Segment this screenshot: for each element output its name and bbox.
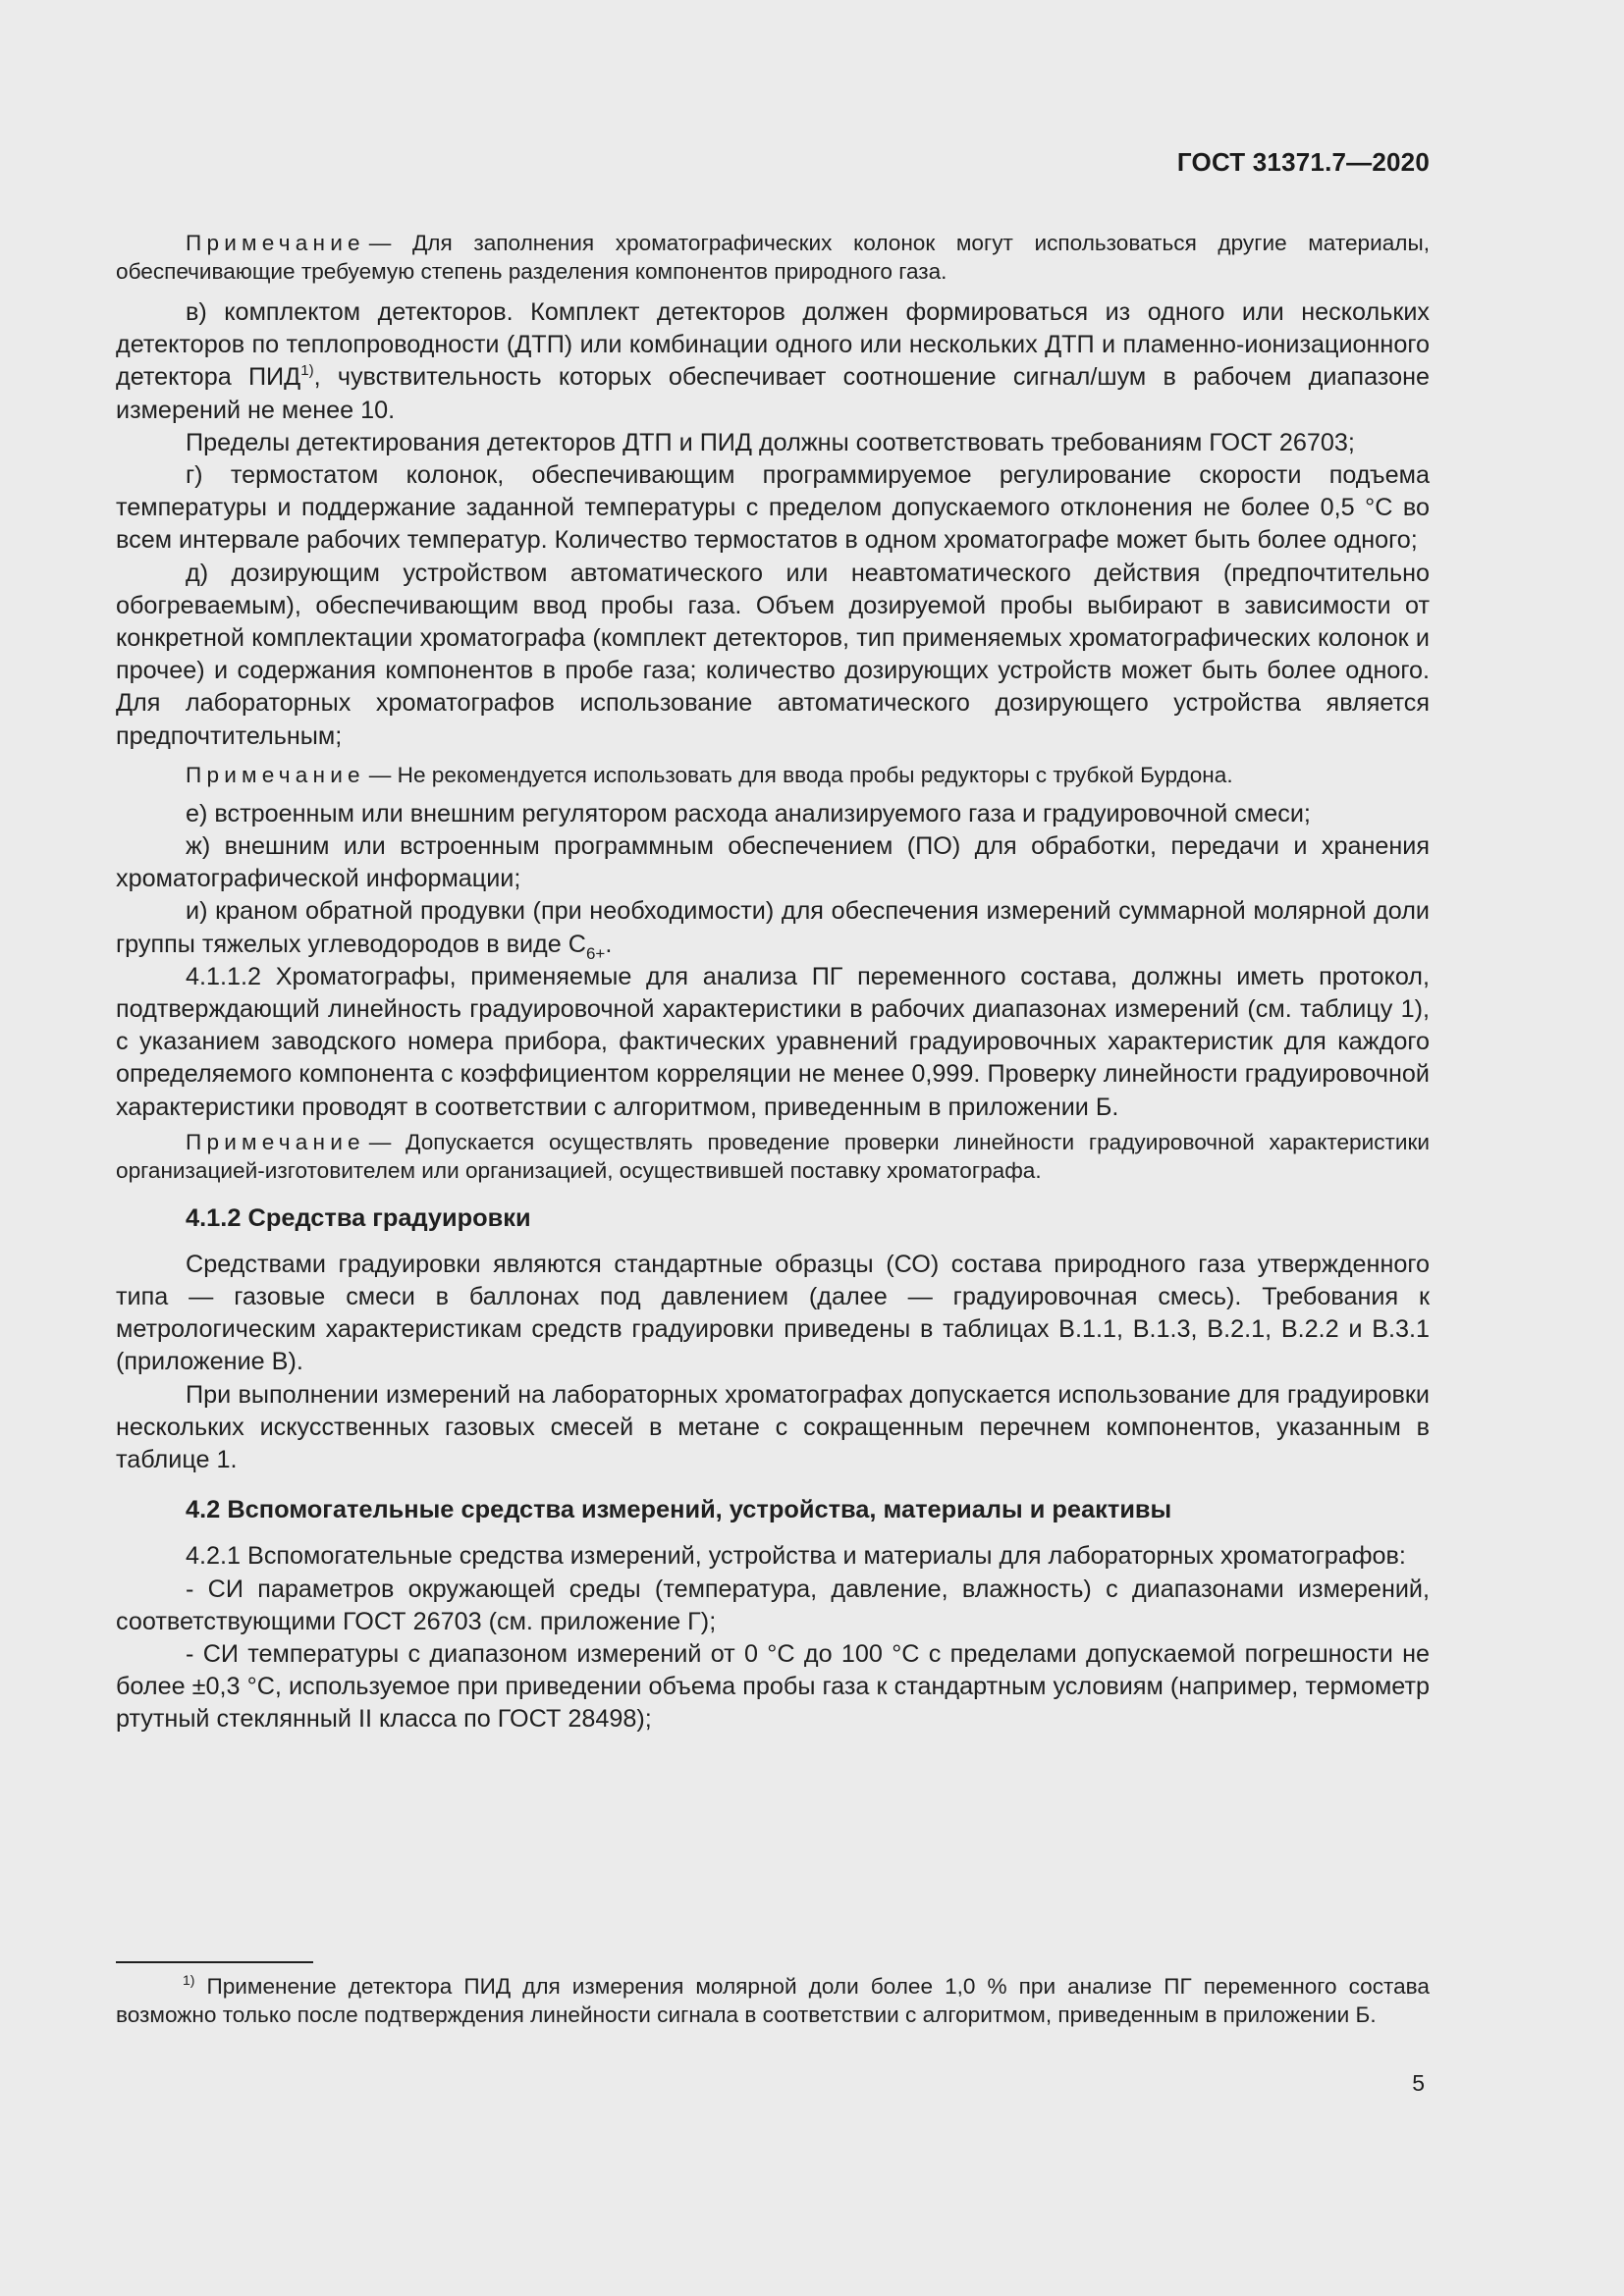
list-item-environment-instruments: - СИ параметров окружающей среды (температура, давление, влажность) с диапазонами измерений, соответствующими ГОСТ 26703 (см. приложение Г); bbox=[116, 1575, 1430, 1635]
section-4-1-2-paragraph-1: Средствами градуировки являются стандартные образцы (СО) состава природного газа утвержденного типа — газовые смеси в баллонах под давлением (далее — градуировочная смесь). Требования к метрологическим характеристикам средств градуировки приведены в таблицах В.1.1, В.1.3, В.2.1, В.2.2 и В.3.1 (приложение В). bbox=[116, 1250, 1430, 1376]
footnote-ref: 1) bbox=[300, 362, 314, 380]
item-d: д) дозирующим устройством автоматического или неавтоматического действия (предпочтительно обогреваемым), обеспечивающим ввод пробы газа. Объем дозируемой пробы выбирают в зависимости от конкретной комплектации хроматографа (комплект детекторов, тип применяемых хроматографических колонок и прочее) и содержания компонентов в пробе газа; количество дозирующих устройств может быть более одного. Для лабораторных хроматографов использование автоматического дозирующего устройства является предпочтительным; bbox=[116, 559, 1430, 750]
paragraph-4-2-1: 4.2.1 Вспомогательные средства измерений, устройства и материалы для лабораторных хроматографов: bbox=[186, 1542, 1406, 1571]
footnote-separator bbox=[116, 1961, 313, 1963]
item-i bbox=[116, 895, 1430, 963]
note-1 bbox=[116, 229, 1430, 286]
item-zh: ж) внешним или встроенным программным обеспечением (ПО) для обработки, передачи и хранения хроматографической информации; bbox=[116, 832, 1430, 893]
page-number: 5 bbox=[1412, 2070, 1425, 2096]
note-3 bbox=[116, 1128, 1430, 1185]
note-text: — Не рекомендуется использовать для ввода пробы редукторы с трубкой Бурдона. bbox=[368, 762, 1233, 787]
footnote-marker: 1) bbox=[183, 1972, 195, 1988]
item-v bbox=[116, 296, 1430, 427]
section-4-1-2-paragraph-2: При выполнении измерений на лабораторных хроматографах допускается использование для градуировки нескольких искусственных газовых смесей в метане с сокращенным перечнем компонентов, указанным в таблице 1. bbox=[116, 1380, 1430, 1474]
detection-limits-paragraph: Пределы детектирования детекторов ДТП и ПИД должны соответствовать требованиям ГОСТ 26703; bbox=[186, 428, 1355, 456]
item-e: е) встроенным или внешним регулятором расхода анализируемого газа и градуировочной смеси; bbox=[186, 799, 1311, 828]
footnote-text: Применение детектора ПИД для измерения молярной доли более 1,0 % при анализе ПГ переменного состава возможно только после подтверждения линейности сигнала в соответствии с алгоритмом, приведенным в приложении Б. bbox=[116, 1974, 1430, 2027]
document-body bbox=[116, 224, 1430, 1736]
item-i-text-2: . bbox=[605, 930, 613, 958]
note-text: — Для заполнения хроматографических колонок могут использоваться другие материалы, обеспечивающие требуемую степень разделения компонентов природного газа. bbox=[116, 231, 1430, 284]
footnote bbox=[116, 1973, 1430, 2029]
section-heading-4-2: 4.2 Вспомогательные средства измерений, устройства, материалы и реактивы bbox=[186, 1496, 1172, 1524]
item-g: г) термостатом колонок, обеспечивающим программируемое регулирование скорости подъема температуры и поддержание заданной температуры с пределом допускаемого отклонения не более 0,5 °С во всем интервале рабочих температур. Количество термостатов в одном хроматографе может быть более одного; bbox=[116, 461, 1430, 555]
item-i-text-1: и) краном обратной продувки (при необходимости) для обеспечения измерений суммарной молярной доли группы тяжелых углеводородов в виде С bbox=[116, 897, 1430, 958]
note-text: — Допускается осуществлять проведение проверки линейности градуировочной характеристики организацией-изготовителем или организацией, осуществившей поставку хроматографа. bbox=[116, 1129, 1430, 1183]
note-2 bbox=[116, 761, 1430, 789]
item-v-text-2: , чувствительность которых обеспечивает соотношение сигнал/шум в рабочем диапазоне измерений не менее 10. bbox=[116, 363, 1430, 424]
section-heading-4-1-2: 4.1.2 Средства градуировки bbox=[186, 1203, 531, 1232]
paragraph-4-1-1-2: 4.1.1.2 Хроматографы, применяемые для анализа ПГ переменного состава, должны иметь протокол, подтверждающий линейность градуировочной характеристики в рабочих диапазонах измерений (см. таблицу 1), с указанием заводского номера прибора, фактических уравнений градуировочных характеристик для каждого определяемого компонента с коэффициентом корреляции не менее 0,999. Проверку линейности градуировочной характеристики проводят в соответствии с алгоритмом, приведенным в приложении Б. bbox=[116, 962, 1430, 1121]
note-label: Примечание bbox=[186, 1129, 365, 1154]
subscript: 6+ bbox=[585, 943, 606, 963]
item-v-text-1: в) комплектом детекторов. Комплект детекторов должен формироваться из одного или нескольких детекторов по теплопроводности (ДТП) или комбинации одного или нескольких ДТП и пламенно-ионизационного детектора ПИД bbox=[116, 298, 1430, 392]
document-header: ГОСТ 31371.7—2020 bbox=[1176, 147, 1430, 177]
note-label: Примечание bbox=[186, 762, 365, 787]
note-label: Примечание bbox=[186, 231, 365, 255]
list-item-thermometer: - СИ температуры с диапазоном измерений от 0 °С до 100 °С с пределами допускаемой погрешности не более ±0,3 °С, используемое при приведении объема пробы газа к стандартным условиям (например, термометр ртутный стеклянный II класса по ГОСТ 28498); bbox=[116, 1639, 1430, 1734]
